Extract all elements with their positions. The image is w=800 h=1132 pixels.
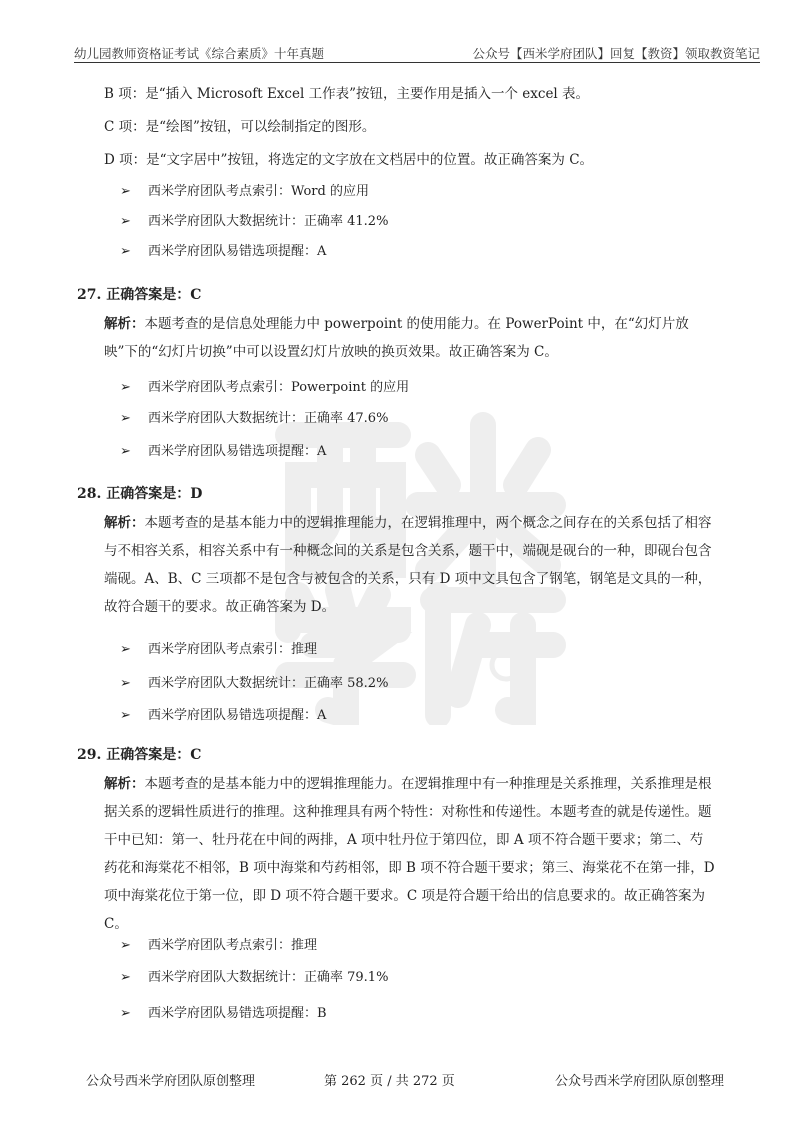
header-divider (74, 62, 760, 63)
list-item (120, 966, 388, 985)
arrow-bullet-icon: ➢ (120, 938, 131, 953)
page-footer (76, 1070, 724, 1090)
arrow-bullet-icon: ➢ (120, 380, 131, 395)
question-28-answer: 28. 正确答案是：D (77, 486, 203, 502)
arrow-bullet-icon: ➢ (120, 214, 131, 229)
option-b-explanation: B 项：是“插入 Microsoft Excel 工作表”按钮，主要作用是插入一个 excel 表。 (104, 86, 590, 102)
bullet-text: 西米学府团队考点索引：推理 (148, 642, 318, 657)
option-d-explanation: D 项：是“文字居中”按钮，将选定的文字放在文档居中的位置。故正确答案为 C。 (104, 152, 594, 168)
list-item (120, 672, 388, 691)
bullet-text: 西米学府团队考点索引：Powerpoint 的应用 (148, 380, 410, 395)
list-item (120, 240, 326, 259)
bullet-text: 西米学府团队大数据统计：正确率 79.1% (148, 970, 389, 985)
header-right-text: 公众号【西米学府团队】回复【教资】领取教资笔记 (472, 46, 760, 61)
question-29-analysis (104, 770, 716, 938)
question-28-analysis (104, 509, 716, 621)
header-left-text: 幼儿园教师资格证考试《综合素质》十年真题 (74, 46, 325, 61)
bullet-text: 西米学府团队大数据统计：正确率 41.2% (148, 214, 389, 229)
arrow-bullet-icon: ➢ (120, 676, 131, 691)
bullet-text: 西米学府团队易错选项提醒：A (148, 244, 327, 259)
analysis-text: 本题考查的是基本能力中的逻辑推理能力，在逻辑推理中，两个概念之间存在的关系包括了相容与不相容关系，相容关系中有一种概念间的关系是包含关系，题干中，端砚是砚台的一种，即砚台包含端砚。A、B、C 三项都不是包含与被包含的关系，只有 D 项中文具包含了钢笔，钢笔是文具的一种，故符合题干的要求。故正确答案为 D。 (104, 515, 712, 615)
bullet-text: 西米学府团队考点索引：Word 的应用 (148, 184, 369, 199)
arrow-bullet-icon: ➢ (120, 1006, 131, 1021)
arrow-bullet-icon: ➢ (120, 642, 131, 657)
bullet-text: 西米学府团队考点索引：推理 (148, 938, 318, 953)
bullet-text: 西米学府团队易错选项提醒：A (148, 444, 327, 459)
analysis-text: 本题考查的是信息处理能力中 powerpoint 的使用能力。在 PowerPoint 中，在“幻灯片放映”下的“幻灯片切换”中可以设置幻灯片放映的换页效果。故正确答案为 C。 (104, 316, 689, 360)
list-item (120, 934, 317, 953)
list-item (120, 1002, 327, 1021)
analysis-text: 本题考查的是基本能力中的逻辑推理能力。在逻辑推理中有一种推理是关系推理，关系推理是根据关系的逻辑性质进行的推理。这种推理具有两个特性：对称性和传递性。本题考查的就是传递性。题干中已知：第一、牡丹花在中间的两排，A 项中牡丹位于第四位，即 A 项不符合题干要求；第二、芍药花和海棠花不相邻，B 项中海棠和芍药相邻，即 B 项不符合题干要求；第三、海棠花不在第一排，D 项中海棠花位于第一位，即 D 项不符合题干要求。C 项是符合题干给出的信息要求的。故正确答案为 C。 (104, 776, 715, 932)
question-27-answer: 27. 正确答案是：C (77, 287, 202, 303)
arrow-bullet-icon: ➢ (120, 244, 131, 259)
bullet-text: 西米学府团队大数据统计：正确率 58.2% (148, 676, 389, 691)
arrow-bullet-icon: ➢ (120, 184, 131, 199)
footer-right-text: 公众号西米学府团队原创整理 (554, 1074, 724, 1089)
arrow-bullet-icon: ➢ (120, 970, 131, 985)
page-header (74, 40, 760, 62)
question-27-analysis (104, 310, 716, 366)
list-item (120, 704, 326, 723)
bullet-text: 西米学府团队易错选项提醒：A (148, 708, 327, 723)
question-29-answer: 29. 正确答案是：C (77, 747, 202, 763)
arrow-bullet-icon: ➢ (120, 444, 131, 459)
footer-left-text: 公众号西米学府团队原创整理 (86, 1074, 256, 1089)
bullet-text: 西米学府团队大数据统计：正确率 47.6% (148, 411, 389, 426)
analysis-label: 解析： (104, 515, 145, 531)
bullet-text: 西米学府团队易错选项提醒：B (148, 1006, 327, 1021)
option-c-explanation: C 项：是“绘图”按钮，可以绘制指定的图形。 (104, 119, 376, 135)
page-number: 第 262 页 / 共 272 页 (324, 1074, 455, 1089)
list-item (120, 180, 369, 199)
list-item (120, 407, 388, 426)
list-item (120, 638, 317, 657)
list-item (120, 440, 326, 459)
analysis-label: 解析： (104, 316, 145, 332)
analysis-label: 解析： (104, 776, 145, 792)
arrow-bullet-icon: ➢ (120, 708, 131, 723)
list-item (120, 376, 409, 395)
list-item (120, 210, 388, 229)
arrow-bullet-icon: ➢ (120, 411, 131, 426)
